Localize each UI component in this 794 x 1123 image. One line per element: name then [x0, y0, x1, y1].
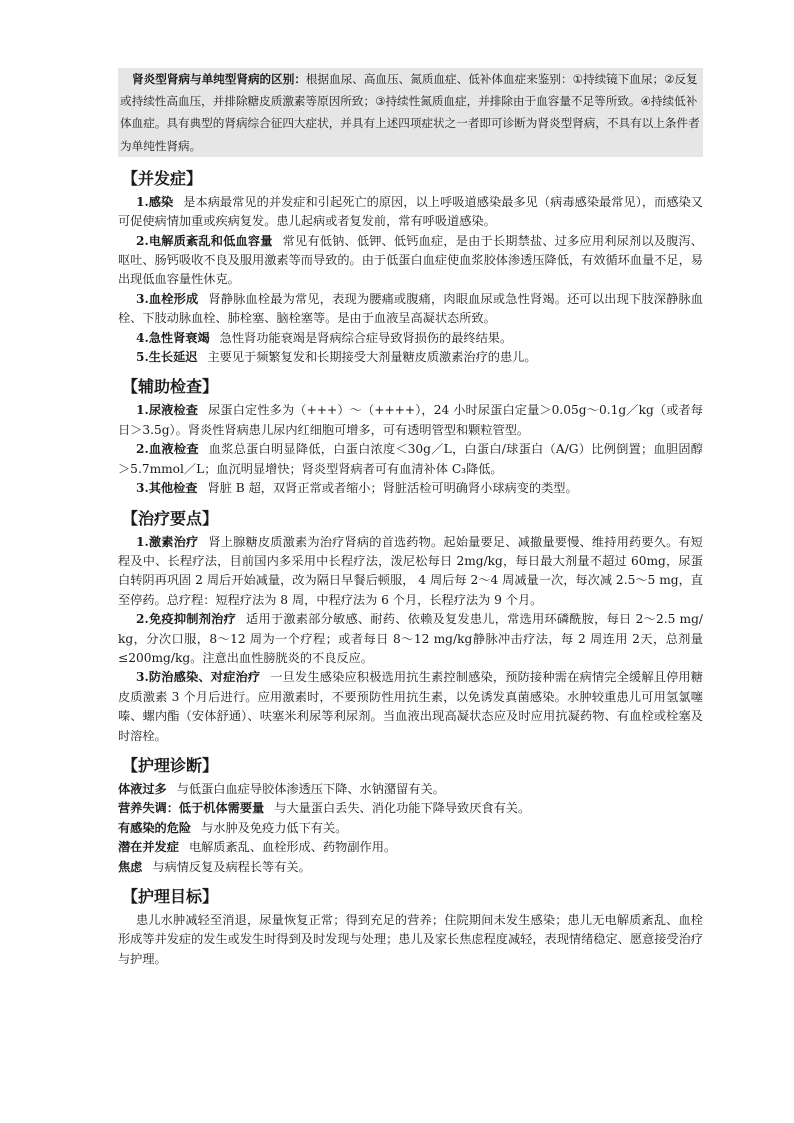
paragraph: [118, 290, 703, 329]
paragraph: 患儿水肿减轻至消退，尿量恢复正常；得到充足的营养；住院期间未发生感染；患儿无电解质紊乱、血栓形成等并发症的发生或发生时得到及时发现与处理；患儿及家长焦虑程度减轻，表现情绪稳定、愿意接受治疗与护理。: [118, 913, 703, 966]
para-text: 肾上腺糖皮质激素为治疗肾病的首选药物。起始量要足、减撤量要慢、维持用药要久。有短程及中、长程疗法，目前国内多采用中长程疗法，泼尼松每日 2mg/kg，每日最大剂量不超过 60mg，尿蛋白转阴再巩固 2 周后开始减量，改为隔日早餐后顿服， 4 周后每 2～4 周减量一次，每次减 2.5～5 mg，直至停药。总疗程：短程疗法为 8 周，中程疗法为 6 个月，长程疗法为 9 个月。: [118, 534, 703, 607]
section-title: 【治疗要点】: [122, 508, 219, 528]
paragraph: [118, 780, 703, 799]
section-complications: [118, 165, 703, 368]
term: 4.急性肾衰竭: [136, 330, 210, 345]
term: 有感染的危险: [118, 820, 192, 835]
term: 3.防治感染、对症治疗: [136, 670, 261, 685]
intro-text: 根据血尿、高血压、氮质血症、低补体血症来鉴别：①持续镜下血尿；②反复或持续性高血压，并排除糖皮质激素等原因所致；③持续性氮质血症，并排除由于血容量不足等所致。④持续低补体血症。具有典型的肾病综合征四大症状，并具有上述四项症状之一者即可诊断为肾炎型肾病，不具有以上条件者为单纯性肾病。: [120, 72, 700, 153]
paragraph: [118, 838, 703, 857]
paragraph: [118, 858, 703, 877]
term: 3.血栓形成: [136, 291, 199, 306]
section-title: 【护理诊断】: [122, 755, 219, 775]
para-text: 血浆总蛋白明显降低，白蛋白浓度＜30g／L，白蛋白/球蛋白（A/G）比例倒置；血胆固醇＞5.7mmol／L；血沉明显增快；肾炎型肾病者可有血清补体 C₃降低。: [118, 442, 703, 476]
paragraph: [118, 819, 703, 838]
section-nursing-diagnosis: [118, 752, 703, 877]
term: 2.血液检查: [136, 442, 199, 457]
para-text: 肾静脉血栓最为常见，表现为腰痛或腹痛，肉眼血尿或急性肾竭。还可以出现下肢深静脉血栓、下肢动脉血栓、肺栓塞、脑栓塞等。是由于血液呈高凝状态所致。: [118, 291, 703, 326]
section-title: 【护理目标】: [122, 887, 219, 906]
term: 2.电解质紊乱和低血容量: [136, 233, 273, 248]
para-text: 与大量蛋白丢失、消化功能下降导致厌食有关。: [274, 801, 531, 816]
term: 焦虑: [118, 859, 143, 874]
para-text: 肾脏 B 超，双肾正常或者缩小；肾脏活检可明确肾小球病变的类型。: [207, 481, 578, 496]
term: 3.其他检查: [136, 481, 198, 496]
term: 1.激素治疗: [136, 534, 199, 549]
paragraph: [118, 348, 703, 367]
paragraph: [118, 232, 703, 290]
paragraph: [118, 799, 703, 818]
intro-lead: 肾炎型肾病与单纯型肾病的区别：: [132, 72, 306, 86]
section-treatment: [118, 505, 703, 746]
term: 1.尿液检查: [136, 403, 199, 418]
para-text: 一旦发生感染应积极选用抗生素控制感染，预防接种需在病情完全缓解且停用糖皮质激素 3 个月后进行。应用激素时，不要预防性用抗生素，以免诱发真菌感染。水肿较重患儿可用氢氯噻嗪、螺内酯（安体舒通）、呋塞米利尿等利尿剂。当血液出现高凝状态应及时应用抗凝药物、有血栓或栓塞及时溶栓。: [118, 670, 703, 743]
term: 5.生长延迟: [136, 350, 198, 365]
section-auxiliary-exams: [118, 373, 703, 498]
paragraph: [118, 440, 703, 479]
paragraph: [118, 610, 703, 668]
para-text: 与低蛋白血症导胶体渗透压下降、水钠潴留有关。: [176, 781, 445, 796]
paragraph: [118, 193, 703, 232]
para-text: 电解质紊乱、血栓形成、药物副作用。: [188, 840, 397, 855]
document-page: [118, 68, 703, 975]
term: 1.感染: [136, 194, 174, 209]
para-text: 与病情反复及病程长等有关。: [152, 859, 311, 874]
para-text: 是本病最常见的并发症和引起死亡的原因，以上呼吸道感染最多见（病毒感染最常见），而感染又可促使病情加重或疾病复发。患儿起病或者复发前，常有呼吸道感染。: [118, 194, 703, 229]
section-title: 【并发症】: [122, 168, 203, 188]
para-text: 急性肾功能衰竭是肾病综合症导致肾损伤的最终结果。: [219, 330, 513, 345]
paragraph: [118, 401, 703, 440]
para-text: 主要见于频繁复发和长期接受大剂量糖皮质激素治疗的患儿。: [207, 350, 537, 365]
section-title: 【辅助检查】: [122, 377, 219, 397]
para-text: 尿蛋白定性多为（+++）～（++++），24 小时尿蛋白定量＞0.05g～0.1g／kg（或者每日＞3.5g）。肾炎性肾病患儿尿内红细胞可增多，可有透明管型和颗粒管型。: [118, 403, 703, 437]
paragraph: [118, 479, 703, 498]
section-nursing-goals: [118, 883, 703, 969]
term: 潜在并发症: [118, 840, 179, 855]
term: 2.免疫抑制剂治疗: [136, 612, 237, 627]
term: 营养失调：低于机体需要量: [118, 801, 265, 816]
paragraph: [118, 329, 703, 348]
para-text: 与水肿及免疫力低下有关。: [201, 820, 348, 835]
term: 体液过多: [118, 781, 167, 796]
paragraph: [118, 533, 703, 611]
para-text: 常见有低钠、低钾、低钙血症，是由于长期禁盐、过多应用利尿剂以及腹泻、呕吐、肠钙吸收不良及服用激素等而导致的。由于低蛋白血症使血浆胶体渗透压降低，有效循环血量不足，易出现低血容量性休克。: [118, 233, 703, 287]
para-text: 适用于激素部分敏感、耐药、依赖及复发患儿，常选用环磷酰胺，每日 2～2.5 mg/ kg，分次口服，8～12 周为一个疗程；或者每日 8～12 mg/kg静脉冲击疗法，每 2 周连用 2天，总剂量≤200mg/kg。注意出血性膀胱炎的不良反应。: [118, 612, 703, 665]
paragraph: [118, 668, 703, 746]
intro-paragraph: [118, 68, 703, 157]
